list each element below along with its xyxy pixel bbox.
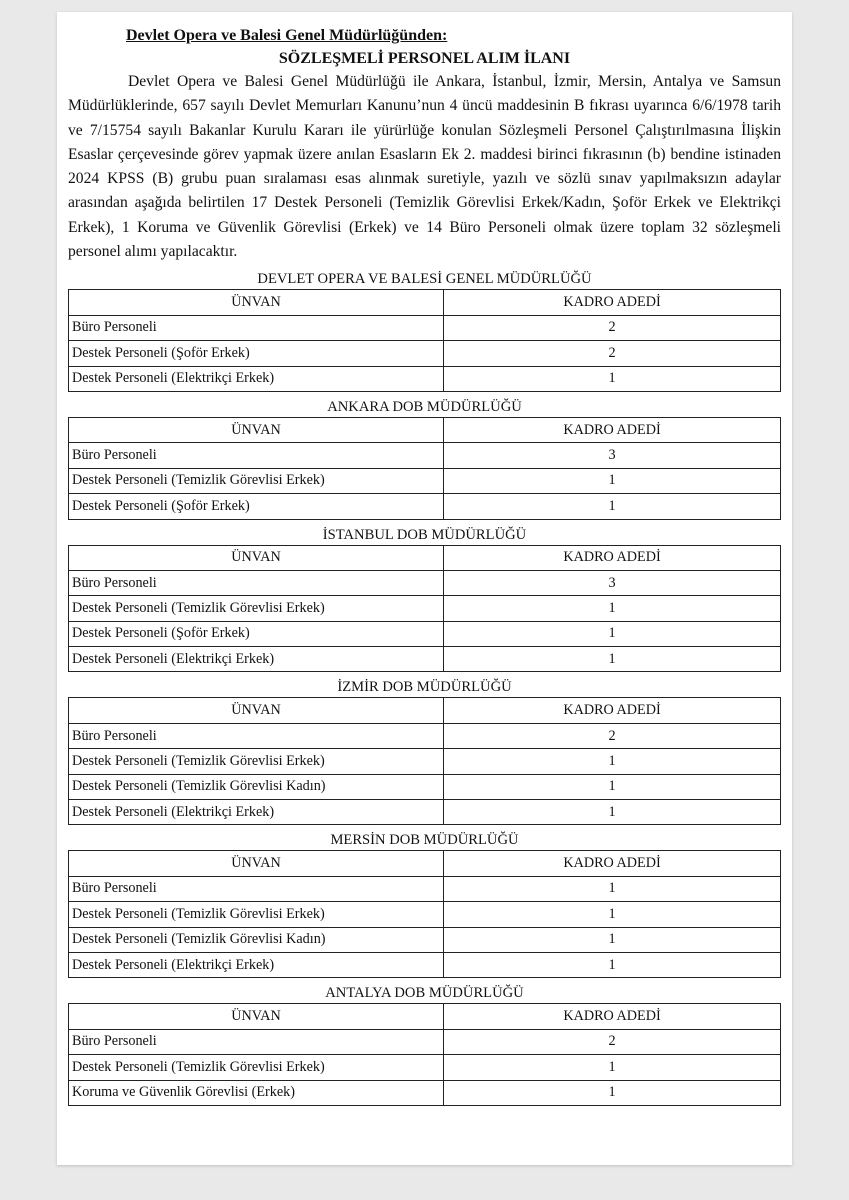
kadro-cell: 1: [444, 596, 781, 621]
table-row: [69, 1055, 781, 1080]
staff-table: [68, 850, 781, 978]
unvan-cell: Büro Personeli: [69, 723, 444, 748]
table-header-row: [69, 417, 781, 442]
document-content: [68, 26, 781, 1106]
section-title: ANKARA DOB MÜDÜRLÜĞÜ: [327, 398, 522, 415]
document-page: [57, 12, 792, 1165]
table-row: [69, 876, 781, 901]
column-header-unvan: ÜNVAN: [69, 417, 444, 442]
kadro-cell: 1: [444, 1080, 781, 1105]
unvan-cell: Destek Personeli (Temizlik Görevlisi Erkek): [69, 749, 444, 774]
unvan-cell: Büro Personeli: [69, 1029, 444, 1054]
staff-table: [68, 1003, 781, 1106]
table-row: [69, 952, 781, 977]
kadro-cell: 1: [444, 366, 781, 391]
section-title: ANTALYA DOB MÜDÜRLÜĞÜ: [325, 985, 524, 1002]
unvan-cell: Destek Personeli (Elektrikçi Erkek): [69, 366, 444, 391]
table-row: [69, 341, 781, 366]
kadro-cell: 2: [444, 315, 781, 340]
unvan-cell: Destek Personeli (Şoför Erkek): [69, 494, 444, 519]
table-header-row: [69, 1004, 781, 1029]
column-header-kadro: KADRO ADEDİ: [444, 545, 781, 570]
table-header-row: [69, 290, 781, 315]
unvan-cell: Büro Personeli: [69, 876, 444, 901]
table-row: [69, 800, 781, 825]
table-row: [69, 1029, 781, 1054]
table-row: [69, 1080, 781, 1105]
unvan-cell: Destek Personeli (Elektrikçi Erkek): [69, 647, 444, 672]
kadro-cell: 2: [444, 723, 781, 748]
kadro-cell: 1: [444, 927, 781, 952]
column-header-kadro: KADRO ADEDİ: [444, 698, 781, 723]
table-header-row: [69, 851, 781, 876]
unvan-cell: Destek Personeli (Temizlik Görevlisi Kadın): [69, 774, 444, 799]
column-header-unvan: ÜNVAN: [69, 851, 444, 876]
table-row: [69, 596, 781, 621]
section-title: İSTANBUL DOB MÜDÜRLÜĞÜ: [322, 526, 527, 543]
unvan-cell: Destek Personeli (Şoför Erkek): [69, 621, 444, 646]
staff-sections: [68, 270, 781, 1106]
table-row: [69, 443, 781, 468]
unvan-cell: Destek Personeli (Elektrikçi Erkek): [69, 952, 444, 977]
column-header-unvan: ÜNVAN: [69, 545, 444, 570]
kadro-cell: 1: [444, 647, 781, 672]
unvan-cell: Destek Personeli (Temizlik Görevlisi Erkek): [69, 596, 444, 621]
unvan-cell: Destek Personeli (Şoför Erkek): [69, 341, 444, 366]
column-header-unvan: ÜNVAN: [69, 698, 444, 723]
section-title: MERSİN DOB MÜDÜRLÜĞÜ: [330, 832, 519, 849]
kadro-cell: 1: [444, 774, 781, 799]
unvan-cell: Destek Personeli (Temizlik Görevlisi Erkek): [69, 468, 444, 493]
kadro-cell: 1: [444, 494, 781, 519]
table-row: [69, 315, 781, 340]
column-header-unvan: ÜNVAN: [69, 1004, 444, 1029]
section-title: İZMİR DOB MÜDÜRLÜĞÜ: [337, 679, 512, 696]
unvan-cell: Büro Personeli: [69, 443, 444, 468]
unvan-cell: Büro Personeli: [69, 570, 444, 595]
table-row: [69, 647, 781, 672]
unvan-cell: Destek Personeli (Temizlik Görevlisi Erkek): [69, 1055, 444, 1080]
kadro-cell: 1: [444, 876, 781, 901]
kadro-cell: 1: [444, 468, 781, 493]
column-header-kadro: KADRO ADEDİ: [444, 417, 781, 442]
table-row: [69, 366, 781, 391]
kadro-cell: 3: [444, 443, 781, 468]
kadro-cell: 1: [444, 952, 781, 977]
kadro-cell: 1: [444, 621, 781, 646]
table-row: [69, 494, 781, 519]
column-header-kadro: KADRO ADEDİ: [444, 290, 781, 315]
table-header-row: [69, 545, 781, 570]
table-header-row: [69, 698, 781, 723]
column-header-kadro: KADRO ADEDİ: [444, 1004, 781, 1029]
column-header-kadro: KADRO ADEDİ: [444, 851, 781, 876]
institution-heading: Devlet Opera ve Balesi Genel Müdürlüğünden:: [126, 27, 448, 44]
staff-table: [68, 697, 781, 825]
table-row: [69, 774, 781, 799]
table-row: [69, 468, 781, 493]
kadro-cell: 1: [444, 902, 781, 927]
column-header-unvan: ÜNVAN: [69, 290, 444, 315]
kadro-cell: 2: [444, 341, 781, 366]
unvan-cell: Destek Personeli (Elektrikçi Erkek): [69, 800, 444, 825]
unvan-cell: Destek Personeli (Temizlik Görevlisi Erkek): [69, 902, 444, 927]
staff-table: [68, 289, 781, 392]
section-title: DEVLET OPERA VE BALESİ GENEL MÜDÜRLÜĞÜ: [257, 271, 592, 288]
table-row: [69, 570, 781, 595]
unvan-cell: Destek Personeli (Temizlik Görevlisi Kadın): [69, 927, 444, 952]
staff-table: [68, 545, 781, 673]
table-row: [69, 902, 781, 927]
table-row: [69, 927, 781, 952]
unvan-cell: Büro Personeli: [69, 315, 444, 340]
table-row: [69, 621, 781, 646]
kadro-cell: 2: [444, 1029, 781, 1054]
intro-paragraph: Devlet Opera ve Balesi Genel Müdürlüğü ile Ankara, İstanbul, İzmir, Mersin, Antalya ve Samsun Müdürlüklerinde, 657 sayılı Devlet Memurları Kanunu’nun 4 üncü maddesinin B fıkrası uyarınca 6/6/1978 tarih ve 7/15754 sayılı Bakanlar Kurulu Kararı ile yürürlüğe konulan Sözleşmeli Personel Çalıştırılmasına İlişkin Esaslar çerçevesinde görev yapmak üzere anılan Esasların Ek 2. maddesi birinci fıkrasının (b) bendine istinaden 2024 KPSS (B) grubu puan sıralaması esas alınmak suretiyle, yazılı ve sözlü sınav yapılmaksızın adaylar arasından aşağıda belirtilen 17 Destek Personeli (Temizlik Görevlisi Erkek/Kadın, Şoför Erkek ve Elektrikçi Erkek), 1 Koruma ve Güvenlik Görevlisi (Erkek) ve 14 Büro Personeli olmak üzere toplam 32 sözleşmeli personel alımı yapılacaktır.: [68, 73, 781, 261]
table-row: [69, 749, 781, 774]
kadro-cell: 1: [444, 800, 781, 825]
kadro-cell: 1: [444, 749, 781, 774]
unvan-cell: Koruma ve Güvenlik Görevlisi (Erkek): [69, 1080, 444, 1105]
staff-table: [68, 417, 781, 520]
announcement-title: SÖZLEŞMELİ PERSONEL ALIM İLANI: [278, 50, 571, 67]
table-row: [69, 723, 781, 748]
kadro-cell: 3: [444, 570, 781, 595]
kadro-cell: 1: [444, 1055, 781, 1080]
